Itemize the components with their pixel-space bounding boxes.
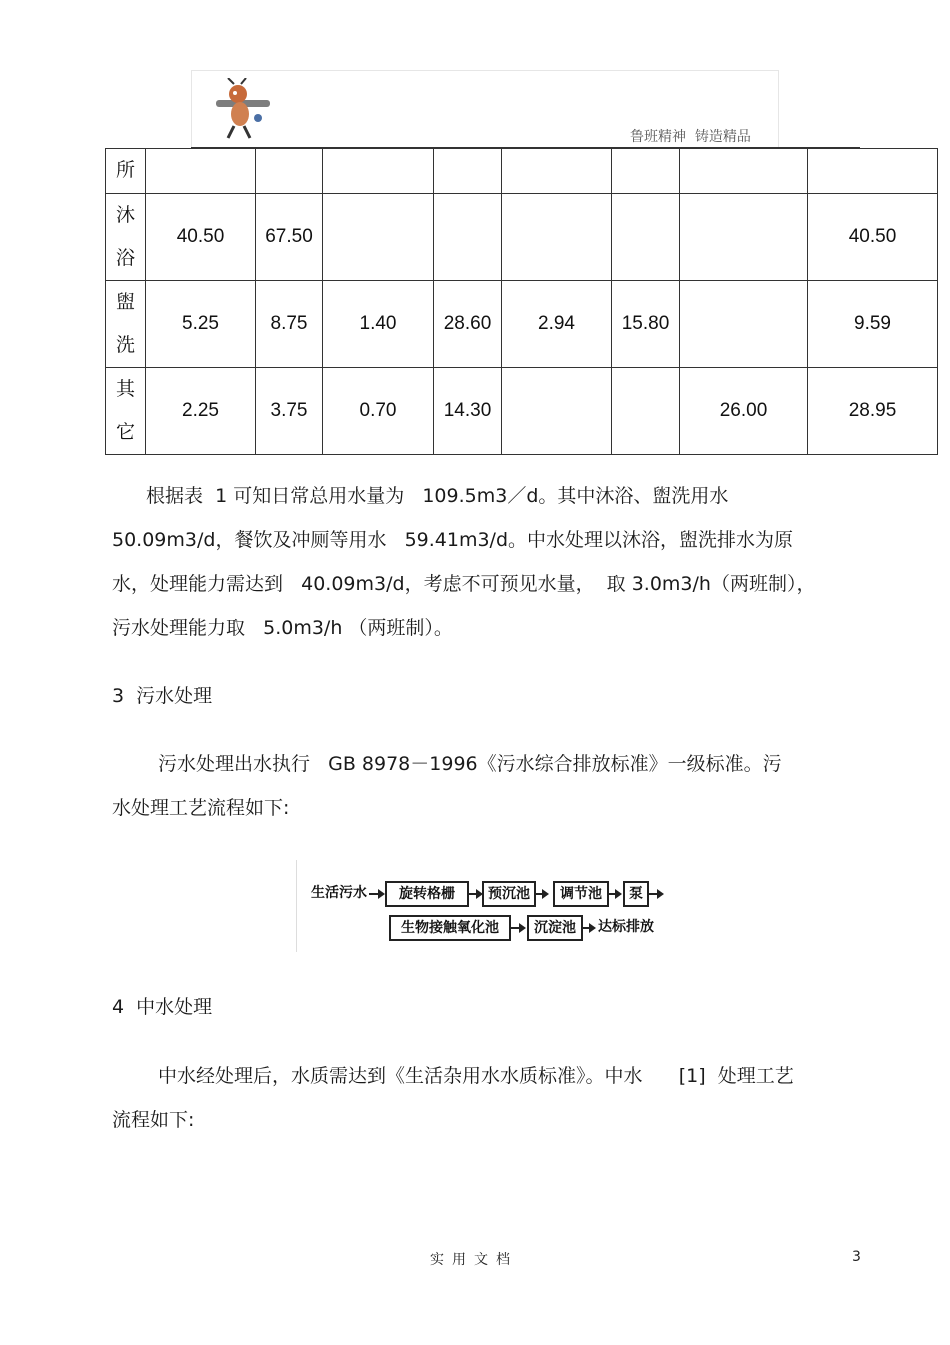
ant-mascot-logo (210, 78, 276, 142)
flow-arrow (468, 893, 477, 895)
table-cell (808, 149, 938, 194)
flow-end-label: 达标排放 (598, 919, 654, 935)
paragraph-line: 水处理工艺流程如下: (112, 797, 290, 819)
table-cell: 3.75 (256, 368, 323, 455)
flow-arrow (369, 893, 379, 895)
table-cell: 15.80 (612, 281, 680, 368)
flow-step: 预沉池 (482, 881, 536, 907)
table-cell: 67.50 (256, 194, 323, 281)
table-cell: 14.30 (434, 368, 502, 455)
flow-step: 旋转格栅 (385, 881, 469, 907)
table-cell: 28.60 (434, 281, 502, 368)
table-cell: 26.00 (680, 368, 808, 455)
table-cell (680, 281, 808, 368)
row-category: 沐 浴 (106, 194, 146, 281)
row-category: 所 (106, 149, 146, 194)
table-cell: 1.40 (323, 281, 434, 368)
page-number: 3 (852, 1249, 861, 1265)
table-cell (502, 194, 612, 281)
table-cell (680, 149, 808, 194)
flow-arrow (535, 893, 543, 895)
table-cell: 40.50 (808, 194, 938, 281)
section-heading: 3 污水处理 (112, 685, 213, 707)
table-cell (502, 368, 612, 455)
paragraph-line: 根据表 1 可知日常总用水量为 109.5m3／d。其中沐浴、盥洗用水 (146, 485, 729, 507)
section-heading: 4 中水处理 (112, 996, 213, 1018)
flow-step: 泵 (623, 881, 649, 907)
flow-step: 调节池 (553, 881, 609, 907)
flow-arrow (510, 927, 520, 929)
table-cell (612, 149, 680, 194)
flow-source-label: 生活污水 (311, 885, 367, 901)
row-category: 盥 洗 (106, 281, 146, 368)
table-cell (256, 149, 323, 194)
table-cell (323, 149, 434, 194)
row-category: 其 它 (106, 368, 146, 455)
table-cell: 8.75 (256, 281, 323, 368)
paragraph-line: 污水处理能力取 5.0m3/h （两班制）。 (112, 617, 453, 639)
table-cell (434, 194, 502, 281)
water-usage-table (105, 148, 938, 455)
header-motto: 鲁班精神 铸造精品 (630, 129, 751, 145)
footer-label: 实用文档 (430, 1252, 518, 1268)
table-cell (612, 368, 680, 455)
paragraph-line: 50.09m3/d，餐饮及冲厕等用水 59.41m3/d。中水处理以沐浴，盥洗排水为原 (112, 529, 794, 551)
flow-arrow (582, 927, 590, 929)
table-cell (612, 194, 680, 281)
table-cell: 28.95 (808, 368, 938, 455)
paragraph-line: 流程如下: (112, 1109, 195, 1131)
table-cell: 2.25 (146, 368, 256, 455)
table-row (106, 194, 938, 281)
table-cell (434, 149, 502, 194)
paragraph-line: 污水处理出水执行 GB 8978－1996《污水综合排放标准》一级标准。污 (158, 753, 782, 775)
table-cell (146, 149, 256, 194)
paragraph-line: 中水经处理后，水质需达到《生活杂用水水质标准》。中水 [1] 处理工艺 (158, 1065, 794, 1087)
table-cell: 5.25 (146, 281, 256, 368)
table-cell (323, 194, 434, 281)
table-cell (680, 194, 808, 281)
paragraph-line: 水，处理能力需达到 40.09m3/d，考虑不可预见水量， 取 3.0m3/h（两班制）， (112, 573, 816, 595)
sewage-process-flowchart (296, 860, 675, 952)
table-cell: 2.94 (502, 281, 612, 368)
flow-step: 生物接触氧化池 (389, 915, 511, 941)
table-row (106, 368, 938, 455)
table-cell: 9.59 (808, 281, 938, 368)
table-cell: 40.50 (146, 194, 256, 281)
table-row (106, 149, 938, 194)
flow-arrow (608, 893, 616, 895)
flow-arrow (648, 893, 658, 895)
table-cell: 0.70 (323, 368, 434, 455)
table-cell (502, 149, 612, 194)
table-row (106, 281, 938, 368)
flow-step: 沉淀池 (527, 915, 583, 941)
